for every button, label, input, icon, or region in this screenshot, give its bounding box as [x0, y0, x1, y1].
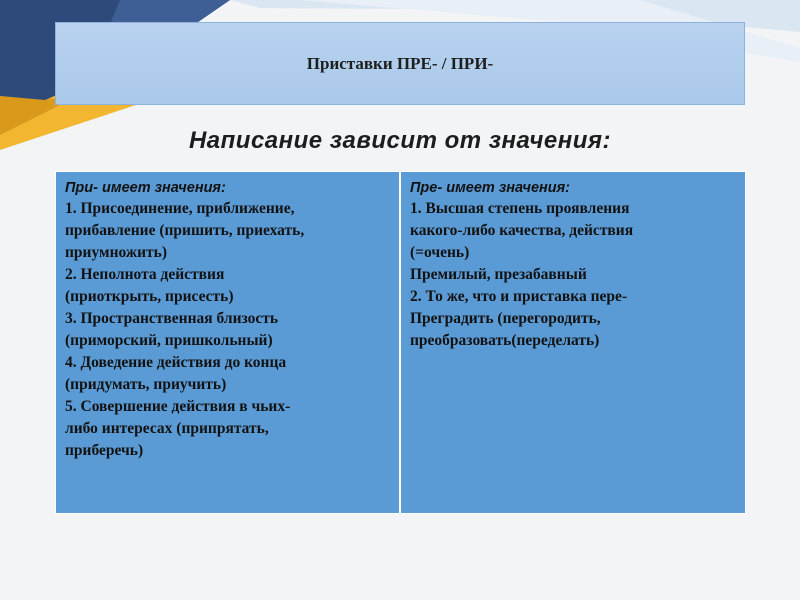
column-header-pre: Пре- имеет значения: [410, 180, 571, 196]
table-line: 5. Совершение действия в чьих- [65, 398, 291, 415]
table-line: 1. Высшая степень проявления [410, 200, 630, 217]
slide-heading: Написание зависит от значения: [188, 127, 612, 154]
table-line: (приоткрыть, присесть) [65, 288, 234, 305]
table-line: преобразовать(переделать) [410, 332, 600, 349]
table-column-pre [401, 172, 745, 513]
table-line: (=очень) [410, 244, 470, 261]
table-line: 1. Присоединение, приближение, [65, 200, 295, 217]
table-line: Премилый, презабавный [410, 266, 587, 283]
column-header-pri: При- имеет значения: [65, 180, 226, 196]
table-line: 2. То же, что и приставка пере- [410, 288, 628, 305]
table-line: приумножить) [65, 244, 168, 261]
table-line: либо интересах (припрятать, [65, 420, 269, 437]
table-line: (приморский, пришкольный) [65, 332, 273, 349]
table-line: 3. Пространственная близость [65, 310, 279, 327]
table-line: приберечь) [65, 442, 144, 459]
table-line: 2. Неполнота действия [65, 266, 225, 283]
table-line: какого-либо качества, действия [410, 222, 634, 239]
table-column-pri [56, 172, 401, 513]
table-line: Преградить (перегородить, [410, 310, 601, 327]
table-line: (придумать, приучить) [65, 376, 227, 393]
meanings-table [55, 171, 746, 514]
table-line: прибавление (пришить, приехать, [65, 222, 305, 239]
slide-title: Приставки ПРЕ- / ПРИ- [306, 53, 494, 73]
title-box [55, 22, 745, 105]
table-line: 4. Доведение действия до конца [65, 354, 287, 371]
